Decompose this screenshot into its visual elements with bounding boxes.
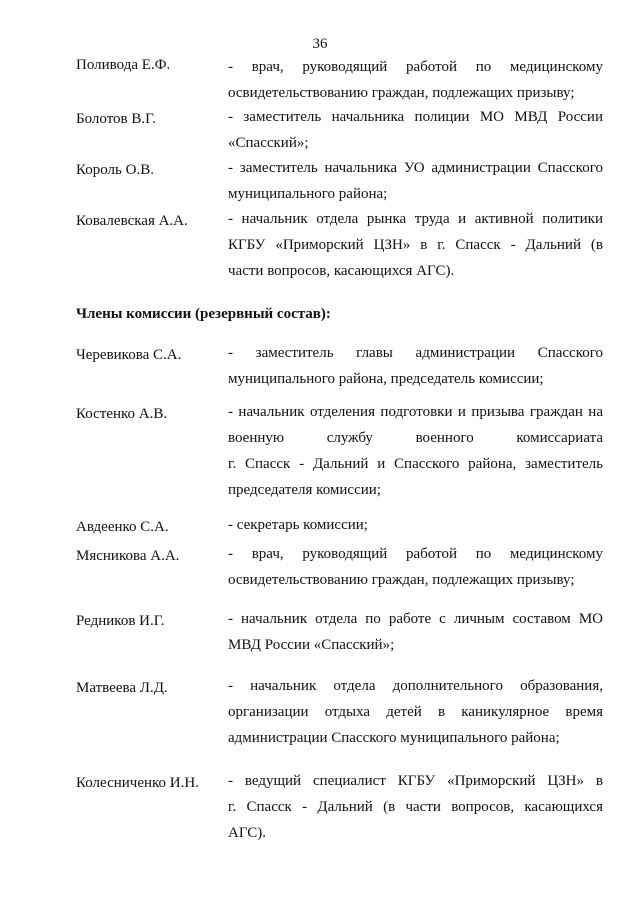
role-line: - начальник отделения подготовки и призыва граждан на xyxy=(228,404,603,420)
member-role xyxy=(228,541,603,593)
role-line: освидетельствованию граждан, подлежащих призыву; xyxy=(228,572,575,588)
role-line: военную службу военного комиссариата xyxy=(228,430,603,446)
role-line: организации отдыха детей в каникулярное время xyxy=(228,704,603,720)
role-line: «Спасский»; xyxy=(228,135,309,151)
member-role xyxy=(228,155,603,207)
role-line: освидетельствованию граждан, подлежащих призыву; xyxy=(228,85,575,101)
role-line: - начальник отдела рынка труда и активной политики xyxy=(228,211,603,227)
role-line: председателя комиссии; xyxy=(228,482,381,498)
role-line: - начальник отдела по работе с личным составом МО xyxy=(228,611,603,627)
member-name: Мясникова А.А. xyxy=(76,548,180,564)
role-line: муниципального района, председатель комиссии; xyxy=(228,371,544,387)
reserve-section-heading: Члены комиссии (резервный состав): xyxy=(76,306,331,322)
member-name: Авдеенко С.А. xyxy=(76,519,169,535)
role-line: - заместитель главы администрации Спасского xyxy=(228,345,603,361)
role-line: - врач, руководящий работой по медицинскому xyxy=(228,546,603,562)
role-line: МВД России «Спасский»; xyxy=(228,637,395,653)
member-role xyxy=(228,673,603,751)
member-name: Костенко А.В. xyxy=(76,406,168,422)
role-line: КГБУ «Приморский ЦЗН» в г. Спасск - Дальний (в xyxy=(228,237,603,253)
member-name: Болотов В.Г. xyxy=(76,111,156,127)
member-role xyxy=(228,104,603,156)
member-role xyxy=(228,399,603,503)
role-line: АГС). xyxy=(228,825,267,841)
member-name: Поливода Е.Ф. xyxy=(76,57,171,73)
member-name: Колесниченко И.Н. xyxy=(76,775,199,791)
role-line: - заместитель начальника полиции МО МВД России xyxy=(228,109,603,125)
member-name: Ковалевская А.А. xyxy=(76,213,188,229)
role-line: - секретарь комиссии; xyxy=(228,517,368,533)
member-role xyxy=(228,768,603,846)
member-name: Матвеева Л.Д. xyxy=(76,680,168,696)
role-line: муниципального района; xyxy=(228,186,388,202)
role-line: г. Спасск - Дальний (в части вопросов, касающихся xyxy=(228,799,603,815)
role-line: - начальник отдела дополнительного образования, xyxy=(228,678,603,694)
role-line: - заместитель начальника УО администрации Спасского xyxy=(228,160,603,176)
page-number: 36 xyxy=(312,36,328,52)
role-line: части вопросов, касающихся АГС). xyxy=(228,263,455,279)
member-role xyxy=(228,512,603,538)
role-line: администрации Спасского муниципального района; xyxy=(228,730,560,746)
member-name: Король О.В. xyxy=(76,162,154,178)
member-name: Черевикова С.А. xyxy=(76,347,182,363)
member-role xyxy=(228,606,603,658)
member-role xyxy=(228,206,603,284)
member-name: Редников И.Г. xyxy=(76,613,165,629)
role-line: г. Спасск - Дальний и Спасского района, заместитель xyxy=(228,456,603,472)
role-line: - врач, руководящий работой по медицинскому xyxy=(228,59,603,75)
member-role xyxy=(228,340,603,392)
member-role xyxy=(228,54,603,106)
role-line: - ведущий специалист КГБУ «Приморский ЦЗН» в xyxy=(228,773,603,789)
